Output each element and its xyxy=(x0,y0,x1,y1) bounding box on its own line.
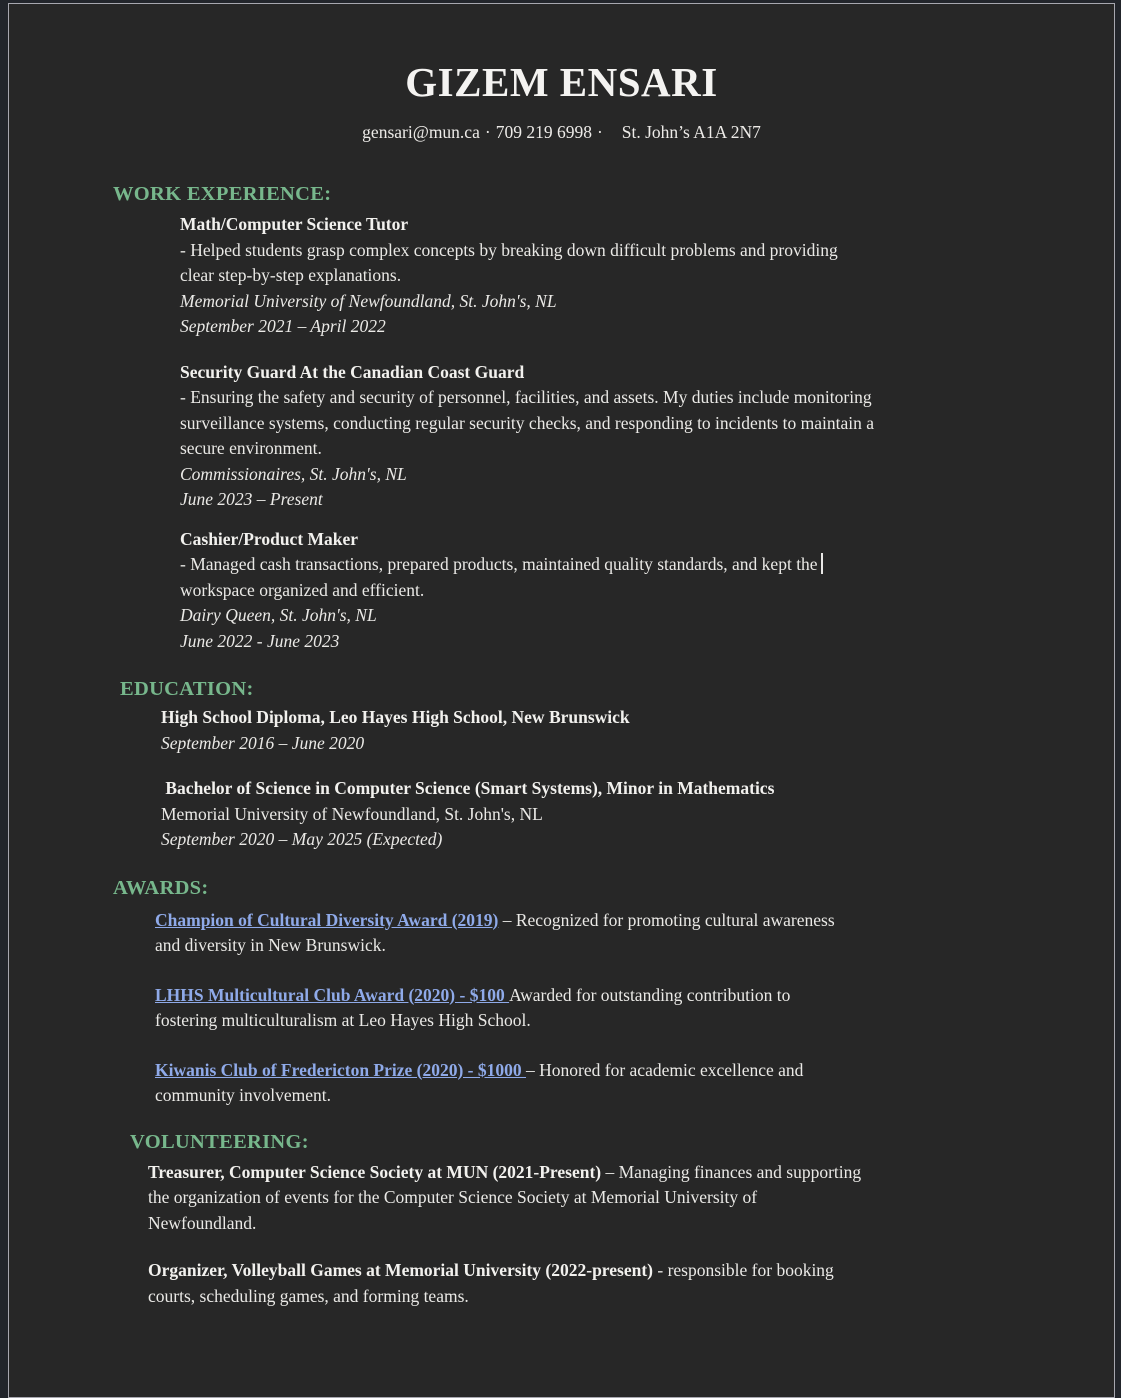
text-cursor[interactable] xyxy=(821,553,823,574)
volunteering-role: Organizer, Volleyball Games at Memorial University (2022-present) xyxy=(148,1260,653,1280)
contact-phone: 709 219 6998 xyxy=(495,122,592,142)
award-link-lhhs-multicultural[interactable]: LHHS Multicultural Club Award (2020) - $100 xyxy=(155,984,510,1005)
contact-separator-1: · xyxy=(484,122,491,142)
section-heading-work-experience: WORK EXPERIENCE: xyxy=(113,183,332,205)
education-school: Memorial University of Newfoundland, St. John's, NL xyxy=(161,803,543,824)
job-description-line: workspace organized and efficient. xyxy=(180,579,425,600)
contact-email: gensari@mun.ca xyxy=(362,122,480,142)
volunteering-description-line: the organization of events for the Computer Science Society at Memorial University of xyxy=(148,1187,758,1207)
job-description-line: clear step-by-step explanations. xyxy=(180,265,402,285)
award-description: – Recognized for promoting cultural awareness xyxy=(498,909,835,930)
award-description-line: community involvement. xyxy=(155,1085,331,1105)
award-link-kiwanis[interactable]: Kiwanis Club of Fredericton Prize (2020) - $1000 xyxy=(155,1059,527,1080)
job-title: Cashier/Product Maker xyxy=(180,528,359,549)
education-title: Bachelor of Science in Computer Science (Smart Systems), Minor in Mathematics xyxy=(161,778,775,798)
education-entry-bachelor xyxy=(161,776,1114,853)
education-dates: September 2016 – June 2020 xyxy=(161,732,365,753)
education-title: High School Diploma, Leo Hayes High School, New Brunswick xyxy=(161,707,630,727)
volunteering-description: – Managing finances and supporting xyxy=(601,1161,862,1182)
award-link-cultural-diversity[interactable]: Champion of Cultural Diversity Award (2019) xyxy=(155,909,499,930)
education-dates: September 2020 – May 2025 (Expected) xyxy=(161,829,443,849)
award-entry-lhhs-multicultural xyxy=(155,983,1114,1034)
job-title: Math/Computer Science Tutor xyxy=(180,214,409,234)
contact-location: St. John’s A1A 2N7 xyxy=(621,122,761,142)
contact-line xyxy=(9,120,1114,144)
job-description-text: - Managed cash transactions, prepared products, maintained quality standards, and kept the xyxy=(180,554,818,574)
resume-page xyxy=(8,3,1115,1398)
section-heading-education: EDUCATION: xyxy=(120,678,254,700)
award-line xyxy=(155,908,1114,934)
resume-name: GIZEM ENSARI xyxy=(405,59,718,105)
volunteering-line xyxy=(148,1258,1114,1284)
award-line xyxy=(155,1058,1114,1084)
job-entry-security-guard xyxy=(180,360,1114,513)
job-dates: June 2023 – Present xyxy=(180,489,323,509)
volunteering-entry-treasurer xyxy=(148,1160,1114,1237)
award-description: Awarded for outstanding contribution to xyxy=(509,984,791,1005)
job-entry-cashier xyxy=(180,527,1114,655)
job-dates: September 2021 – April 2022 xyxy=(180,316,386,336)
award-entry-kiwanis xyxy=(155,1058,1114,1109)
award-line xyxy=(155,983,1114,1009)
job-employer: Memorial University of Newfoundland, St. John's, NL xyxy=(180,290,557,311)
job-description-line xyxy=(180,552,1114,578)
volunteering-role: Treasurer, Computer Science Society at MUN (2021-Present) xyxy=(148,1161,602,1182)
volunteering-line xyxy=(148,1160,1114,1186)
job-dates: June 2022 - June 2023 xyxy=(180,630,340,651)
volunteering-entry-organizer xyxy=(148,1258,1114,1309)
job-employer: Commissionaires, St. John's, NL xyxy=(180,463,407,484)
job-description-line: secure environment. xyxy=(180,438,322,458)
volunteering-description-line: Newfoundland. xyxy=(148,1212,257,1233)
section-heading-awards: AWARDS: xyxy=(113,876,209,899)
job-employer: Dairy Queen, St. John's, NL xyxy=(180,605,377,625)
volunteering-description: - responsible for booking xyxy=(653,1260,834,1280)
education-entry-high-school xyxy=(161,705,1114,756)
contact-separator-2: · xyxy=(596,122,603,142)
award-entry-cultural-diversity xyxy=(155,908,1114,959)
award-description: – Honored for academic excellence and xyxy=(526,1059,804,1080)
section-heading-volunteering: VOLUNTEERING: xyxy=(130,1130,309,1153)
job-description-line: - Ensuring the safety and security of personnel, facilities, and assets. My duties include monitoring xyxy=(180,387,872,407)
job-description-line: - Helped students grasp complex concepts by breaking down difficult problems and providing xyxy=(180,239,838,260)
job-title: Security Guard At the Canadian Coast Guard xyxy=(180,361,525,382)
job-description-line: surveillance systems, conducting regular security checks, and responding to incidents to maintain a xyxy=(180,412,874,433)
job-entry-tutor xyxy=(180,212,1114,340)
volunteering-description-line: courts, scheduling games, and forming teams. xyxy=(148,1285,469,1306)
award-description-line: and diversity in New Brunswick. xyxy=(155,935,386,955)
award-description-line: fostering multiculturalism at Leo Hayes High School. xyxy=(155,1010,531,1030)
